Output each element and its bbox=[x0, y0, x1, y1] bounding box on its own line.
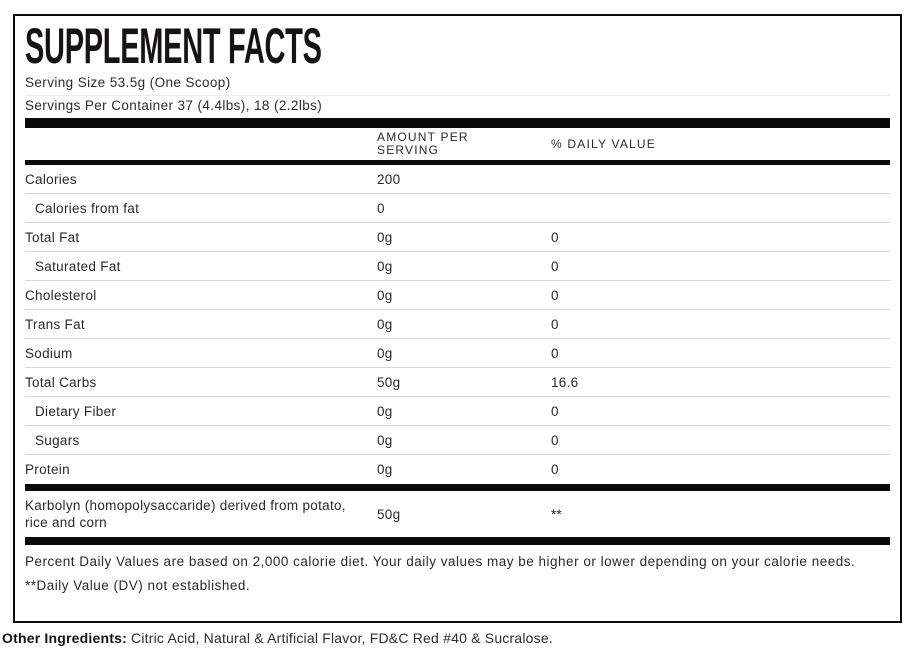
dv-not-established-footnote: **Daily Value (DV) not established. bbox=[25, 578, 251, 593]
supplement-facts-panel bbox=[13, 14, 902, 623]
serving-size: Serving Size 53.5g (One Scoop) bbox=[25, 67, 890, 96]
nutrient-rows bbox=[25, 165, 890, 484]
table-row-cholesterol: Cholesterol 0g 0 bbox=[25, 281, 890, 310]
divider-bar-bottom bbox=[25, 537, 890, 545]
table-header-row bbox=[25, 128, 890, 160]
table-row-sodium: Sodium 0g 0 bbox=[25, 339, 890, 368]
other-ingredients-value: Citric Acid, Natural & Artificial Flavor, FD&C Red #40 & Sucralose. bbox=[131, 630, 553, 646]
table-row-dietary-fiber: Dietary Fiber 0g 0 bbox=[25, 397, 890, 426]
header-amount-per-serving: AMOUNT PER SERVING bbox=[377, 130, 469, 157]
panel-title-wrap bbox=[25, 18, 890, 74]
table-row-total-carbs: Total Carbs 50g 16.6 bbox=[25, 368, 890, 397]
panel-title: SUPPLEMENT FACTS bbox=[25, 18, 322, 74]
table-row-calories-from-fat: Calories from fat 0 bbox=[25, 194, 890, 223]
table-row-karbolyn: Karbolyn (homopolysaccaride) derived from potato, rice and corn 50g ** bbox=[25, 498, 563, 530]
table-row-saturated-fat: Saturated Fat 0g 0 bbox=[25, 252, 890, 281]
daily-value-footnote: Percent Daily Values are based on 2,000 calorie diet. Your daily values may be higher or lower depending on your calorie needs. bbox=[25, 554, 856, 569]
other-ingredients-label: Other Ingredients: bbox=[2, 630, 127, 646]
header-daily-value: % DAILY VALUE bbox=[551, 137, 656, 151]
servings-per-container: Servings Per Container 37 (4.4lbs), 18 (2.2lbs) bbox=[25, 98, 323, 113]
table-row-trans-fat: Trans Fat 0g 0 bbox=[25, 310, 890, 339]
table-row-total-fat: Total Fat 0g 0 bbox=[25, 223, 890, 252]
table-row-protein: Protein 0g 0 bbox=[25, 462, 559, 477]
divider-bar-top bbox=[25, 118, 890, 128]
other-ingredients-line bbox=[2, 630, 917, 646]
table-row-sugars: Sugars 0g 0 bbox=[25, 426, 890, 455]
divider-bar-mid bbox=[25, 484, 890, 491]
table-row-calories: Calories 200 bbox=[25, 165, 890, 194]
